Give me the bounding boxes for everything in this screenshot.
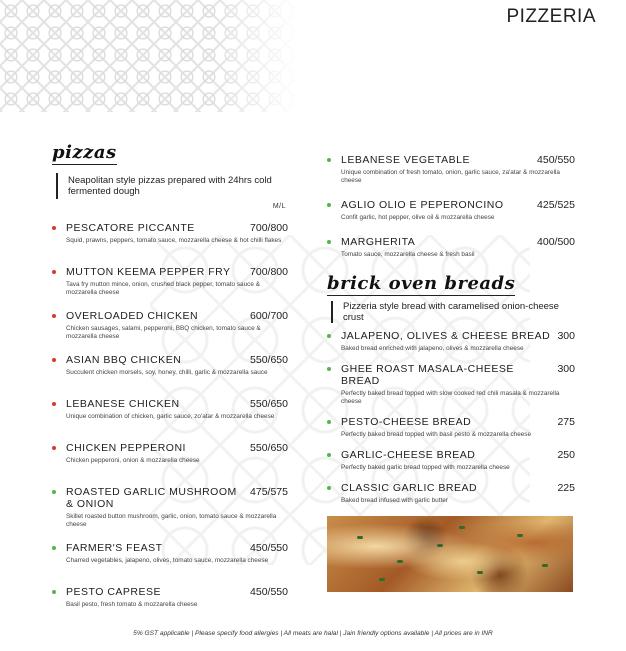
menu-item-price: 450/550 [250, 586, 288, 598]
menu-item-name: CHICKEN PEPPERONI [66, 442, 186, 454]
veg-dot-icon [327, 453, 331, 457]
menu-item-name: PESCATORE PICCANTE [66, 222, 195, 234]
menu-item-header [341, 449, 575, 461]
menu-item-description: Tava fry mutton mince, onion, crushed black pepper, tomato sauce & mozzarella cheese [66, 281, 260, 296]
menu-item-header [66, 222, 288, 234]
menu-item-header [341, 482, 575, 494]
veg-dot-icon [327, 158, 331, 162]
decorative-pattern-band [0, 0, 300, 112]
pizzas-section [52, 142, 288, 630]
menu-item [327, 449, 575, 472]
veg-dot-icon [327, 203, 331, 207]
menu-item [327, 154, 575, 185]
menu-item [327, 236, 575, 259]
menu-item-header [341, 199, 575, 211]
menu-item-description: Perfectly baked bread topped with slow cooked red chili masala & mozzarella cheese [341, 390, 560, 405]
menu-item [52, 586, 288, 617]
menu-item-name: MARGHERITA [341, 236, 416, 248]
menu-item-header [66, 542, 288, 554]
menu-item-header [66, 310, 288, 322]
menu-item-header [341, 154, 575, 166]
menu-item-description: Basil pesto, fresh tomato & mozzarella cheese [66, 601, 198, 608]
menu-item-header [66, 442, 288, 454]
pizza-list-continued [327, 154, 575, 259]
menu-item-price: 425/525 [537, 199, 575, 211]
nonveg-dot-icon [52, 446, 56, 450]
nonveg-dot-icon [52, 226, 56, 230]
menu-item-header [341, 363, 575, 387]
menu-item-header [341, 236, 575, 248]
menu-item [52, 486, 288, 529]
menu-item-header [66, 586, 288, 598]
page-title: PIZZERIA [506, 6, 596, 27]
veg-dot-icon [52, 546, 56, 550]
menu-item-name: AGLIO OLIO E PEPERONCINO [341, 199, 504, 211]
menu-item-name: LEBANESE CHICKEN [66, 398, 180, 410]
menu-item-name: GARLIC-CHEESE BREAD [341, 449, 476, 461]
menu-item-description: Skillet roasted button mushroom, garlic, onion, tomato sauce & mozzarella cheese [66, 513, 277, 528]
menu-item-description: Baked bread enriched with jalapeno, olives & mozzarella cheese [341, 345, 524, 352]
menu-item-description: Chicken sausages, salami, pepperoni, BBQ chicken, tomato sauce & mozzarella cheese [66, 325, 261, 340]
menu-item-header [66, 354, 288, 366]
menu-item-name: ASIAN BBQ CHICKEN [66, 354, 182, 366]
menu-item [327, 363, 575, 406]
veg-dot-icon [327, 367, 331, 371]
menu-item-price: 550/650 [250, 398, 288, 410]
menu-item [327, 199, 575, 222]
pizzas-intro: Neapolitan style pizzas prepared with 24hrs cold fermented dough [56, 173, 288, 199]
breads-section [327, 273, 575, 505]
menu-item-name: FARMER'S FEAST [66, 542, 163, 554]
breads-heading: brick oven breads [327, 273, 516, 294]
menu-item-header [341, 330, 575, 342]
menu-item [52, 442, 288, 473]
menu-item-price: 475/575 [250, 486, 288, 498]
menu-item-price: 300 [557, 363, 575, 375]
veg-dot-icon [327, 240, 331, 244]
menu-item-header [66, 266, 288, 278]
menu-item-header [66, 486, 288, 510]
menu-item-price: 450/550 [537, 154, 575, 166]
menu-item-name: LEBANESE VEGETABLE [341, 154, 471, 166]
menu-item-name: GHEE ROAST MASALA-CHEESE BREAD [341, 363, 514, 387]
menu-item-price: 225 [557, 482, 575, 494]
veg-dot-icon [52, 590, 56, 594]
menu-item [327, 330, 575, 353]
nonveg-dot-icon [52, 402, 56, 406]
menu-item [52, 222, 288, 253]
menu-item-description: Charred vegetables, jalapeno, olives, tomato sauce, mozzarella cheese [66, 557, 269, 564]
menu-item-price: 250 [557, 449, 575, 461]
nonveg-dot-icon [52, 358, 56, 362]
footer-note: 5% GST applicable | Please specify food allergies | All meats are halal | Jain friendly options available | All prices are in INR [133, 630, 493, 637]
menu-item-description: Perfectly baked bread topped with basil pesto & mozzarella cheese [341, 431, 532, 438]
menu-item [52, 542, 288, 573]
menu-item-header [66, 398, 288, 410]
menu-item-name: CLASSIC GARLIC BREAD [341, 482, 478, 494]
pizzas-heading: pizzas [52, 142, 117, 163]
menu-item-name: OVERLOADED CHICKEN [66, 310, 199, 322]
menu-item-description: Baked bread infused with garlic butter [341, 497, 448, 504]
menu-item-price: 300 [557, 330, 575, 342]
nonveg-dot-icon [52, 314, 56, 318]
menu-item-description: Squid, prawns, peppers, tomato sauce, mozzarella cheese & hot chilli flakes [66, 237, 282, 244]
menu-item-name: PESTO CAPRESE [66, 586, 162, 598]
menu-item-price: 450/550 [250, 542, 288, 554]
menu-item-description: Chicken pepperoni, onion & mozzarella cheese [66, 457, 200, 464]
menu-item-name: MUTTON KEEMA PEPPER FRY [66, 266, 231, 278]
pizza-list [52, 222, 288, 617]
veg-dot-icon [52, 490, 56, 494]
menu-item [327, 482, 575, 505]
menu-item-price: 700/800 [250, 266, 288, 278]
menu-item [52, 310, 288, 341]
size-label: M/L [272, 203, 286, 210]
menu-item-description: Succulent chicken morsels, soy, honey, chilli, garlic & mozzarella sauce [66, 369, 268, 376]
menu-item-price: 275 [557, 416, 575, 428]
right-column [327, 154, 575, 515]
nonveg-dot-icon [52, 270, 56, 274]
menu-item-header [341, 416, 575, 428]
menu-item-description: Unique combination of chicken, garlic sauce, zo'atar & mozzarella cheese [66, 413, 275, 420]
menu-item-price: 700/800 [250, 222, 288, 234]
menu-item-price: 550/650 [250, 354, 288, 366]
menu-item-description: Perfectly baked garlic bread topped with mozzarella cheese [341, 464, 510, 471]
menu-item [327, 416, 575, 439]
menu-item [52, 266, 288, 297]
menu-item-description: Tomato sauce, mozzarella cheese & fresh basil [341, 251, 475, 258]
menu-item-name: PESTO-CHEESE BREAD [341, 416, 472, 428]
menu-item-price: 550/650 [250, 442, 288, 454]
menu-item [52, 354, 288, 385]
menu-item-description: Unique combination of fresh tomato, onion, garlic sauce, za'atar & mozzarella cheese [341, 169, 560, 184]
menu-item-price: 600/700 [250, 310, 288, 322]
menu-item-price: 400/500 [537, 236, 575, 248]
breads-intro: Pizzeria style bread with caramelised onion-cheese crust [331, 301, 575, 323]
menu-item [52, 398, 288, 429]
veg-dot-icon [327, 334, 331, 338]
menu-item-description: Confit garlic, hot pepper, olive oil & mozzarella cheese [341, 214, 495, 221]
veg-dot-icon [327, 486, 331, 490]
menu-item-name: ROASTED GARLIC MUSHROOM & ONION [66, 486, 237, 510]
bread-list [327, 330, 575, 505]
garlic-bread-photo [327, 516, 573, 592]
menu-item-name: JALAPENO, OLIVES & CHEESE BREAD [341, 330, 551, 342]
veg-dot-icon [327, 420, 331, 424]
